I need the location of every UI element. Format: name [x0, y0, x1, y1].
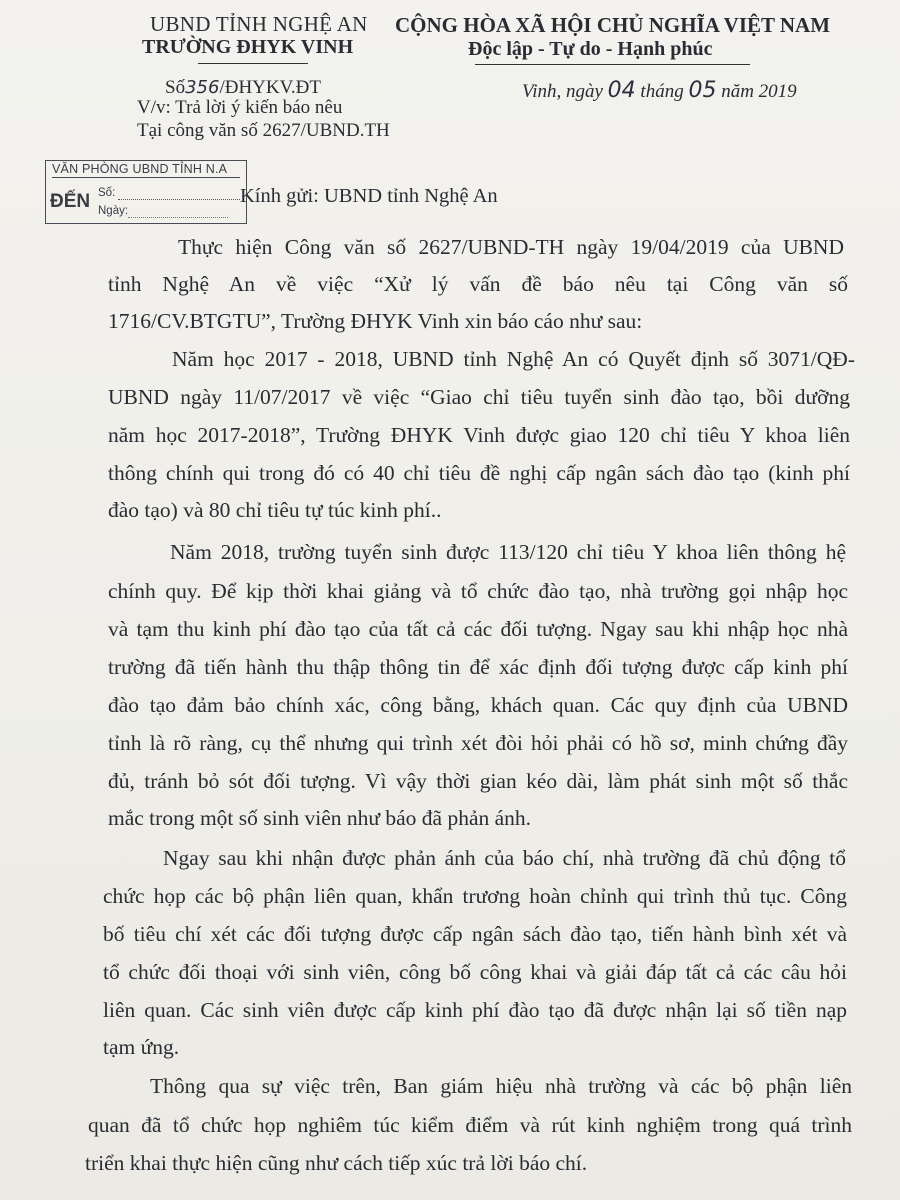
stamp-den: ĐẾN — [50, 191, 91, 212]
agency-name: UBND TỈNH NGHỆ AN — [150, 12, 368, 36]
body-line: UBND ngày 11/07/2017 về việc “Giao chỉ tiêu tuyển sinh đào tạo, bồi dưỡng — [108, 385, 850, 409]
stamp-number-dots — [118, 189, 240, 200]
republic-title: CỘNG HÒA XÃ HỘI CHỦ NGHĨA VIỆT NAM — [395, 13, 831, 37]
document-number — [165, 77, 321, 99]
body-line: đủ, tránh bỏ sót đối tượng. Vì vậy thời gian kéo dài, làm phát sinh một số thắc — [108, 769, 848, 793]
handwritten-day: 04 — [607, 78, 636, 103]
received-stamp — [45, 160, 247, 224]
body-line: liên quan. Các sinh viên được cấp kinh phí đào tạo đã được nhận lại số tiền nạp — [103, 998, 847, 1022]
date-place: Vinh, ngày — [522, 81, 603, 102]
body-line: tỉnh Nghệ An về việc “Xử lý vấn đề báo nêu tại Công văn số — [108, 272, 848, 296]
body-line: trường đã tiến hành thu thập thông tin để xác định đối tượng được cấp kinh phí — [108, 655, 848, 679]
body-line: bố tiêu chí xét các đối tượng được cấp ngân sách đào tạo, tiến hành bình xét và — [103, 922, 847, 946]
stamp-office: VĂN PHÒNG UBND TỈNH N.A — [52, 162, 240, 178]
body-line: chính quy. Để kịp thời khai giảng và tổ chức đào tạo, nhà trường gọi nhập học — [108, 579, 848, 603]
body-line: triển khai thực hiện cũng như cách tiếp xúc trả lời báo chí. — [85, 1151, 588, 1175]
body-line: thông chính qui trong đó có 40 chỉ tiêu đề nghị cấp ngân sách đào tạo (kinh phí — [108, 461, 850, 485]
body-line: tạm ứng. — [103, 1035, 180, 1059]
stamp-date-dots — [128, 207, 228, 218]
subject-line-2: Tại công văn số 2627/UBND.TH — [137, 120, 390, 141]
doc-number-prefix: Số — [165, 77, 186, 98]
body-line: chức họp các bộ phận liên quan, khẩn trương hoàn chỉnh qui trình thủ tục. Công — [103, 884, 847, 908]
doc-number-suffix: /ĐHYKV.ĐT — [219, 77, 321, 98]
body-line: tỉnh là rõ ràng, cụ thể nhưng qui trình xét đòi hỏi phải có hồ sơ, minh chứng đầy — [108, 731, 848, 755]
body-line: mắc trong một số sinh viên như báo đã phản ánh. — [108, 806, 532, 830]
handwritten-month: 05 — [688, 78, 717, 103]
body-line: Năm học 2017 - 2018, UBND tỉnh Nghệ An có Quyết định số 3071/QĐ- — [172, 347, 855, 371]
body-line: đào tạo) và 80 chỉ tiêu tự túc kinh phí.. — [108, 498, 442, 522]
motto: Độc lập - Tự do - Hạnh phúc — [468, 38, 713, 60]
date-month-label: tháng — [640, 81, 684, 102]
left-header-rule — [198, 63, 308, 64]
body-line: và tạm thu kinh phí đào tạo của tất cả các đối tượng. Ngay sau khi nhập học nhà — [108, 617, 848, 641]
place-date — [522, 78, 797, 103]
body-line: 1716/CV.BTGTU”, Trường ĐHYK Vinh xin báo cáo như sau: — [108, 309, 643, 333]
subject-line-1: V/v: Trả lời ý kiến báo nêu — [137, 97, 343, 118]
body-line: năm học 2017-2018”, Trường ĐHYK Vinh được giao 120 chỉ tiêu Y khoa liên — [108, 423, 850, 447]
body-line: Ngay sau khi nhận được phản ánh của báo chí, nhà trường đã chủ động tổ — [163, 846, 846, 870]
recipient-line: Kính gửi: UBND tỉnh Nghệ An — [240, 185, 498, 207]
stamp-number-label: Số: — [98, 187, 116, 199]
body-line: tổ chức đối thoại với sinh viên, công bố công khai và giải đáp tất cả các câu hỏi — [103, 960, 847, 984]
school-name: TRƯỜNG ĐHYK VINH — [142, 36, 354, 58]
stamp-date-label: Ngày: — [98, 205, 129, 217]
date-year: năm 2019 — [721, 81, 797, 102]
handwritten-doc-number: 356 — [185, 77, 220, 98]
body-line: Thông qua sự việc trên, Ban giám hiệu nhà trường và các bộ phận liên — [150, 1074, 852, 1098]
body-line: quan đã tổ chức họp nghiêm túc kiểm điểm và rút kinh nghiệm trong quá trình — [88, 1113, 852, 1137]
body-line: Năm 2018, trường tuyển sinh được 113/120 chỉ tiêu Y khoa liên thông hệ — [170, 540, 846, 564]
motto-underline — [475, 64, 750, 65]
body-line: đào tạo đảm bảo chính xác, công bằng, khách quan. Các quy định của UBND — [108, 693, 848, 717]
body-line: Thực hiện Công văn số 2627/UBND-TH ngày 19/04/2019 của UBND — [178, 235, 844, 259]
